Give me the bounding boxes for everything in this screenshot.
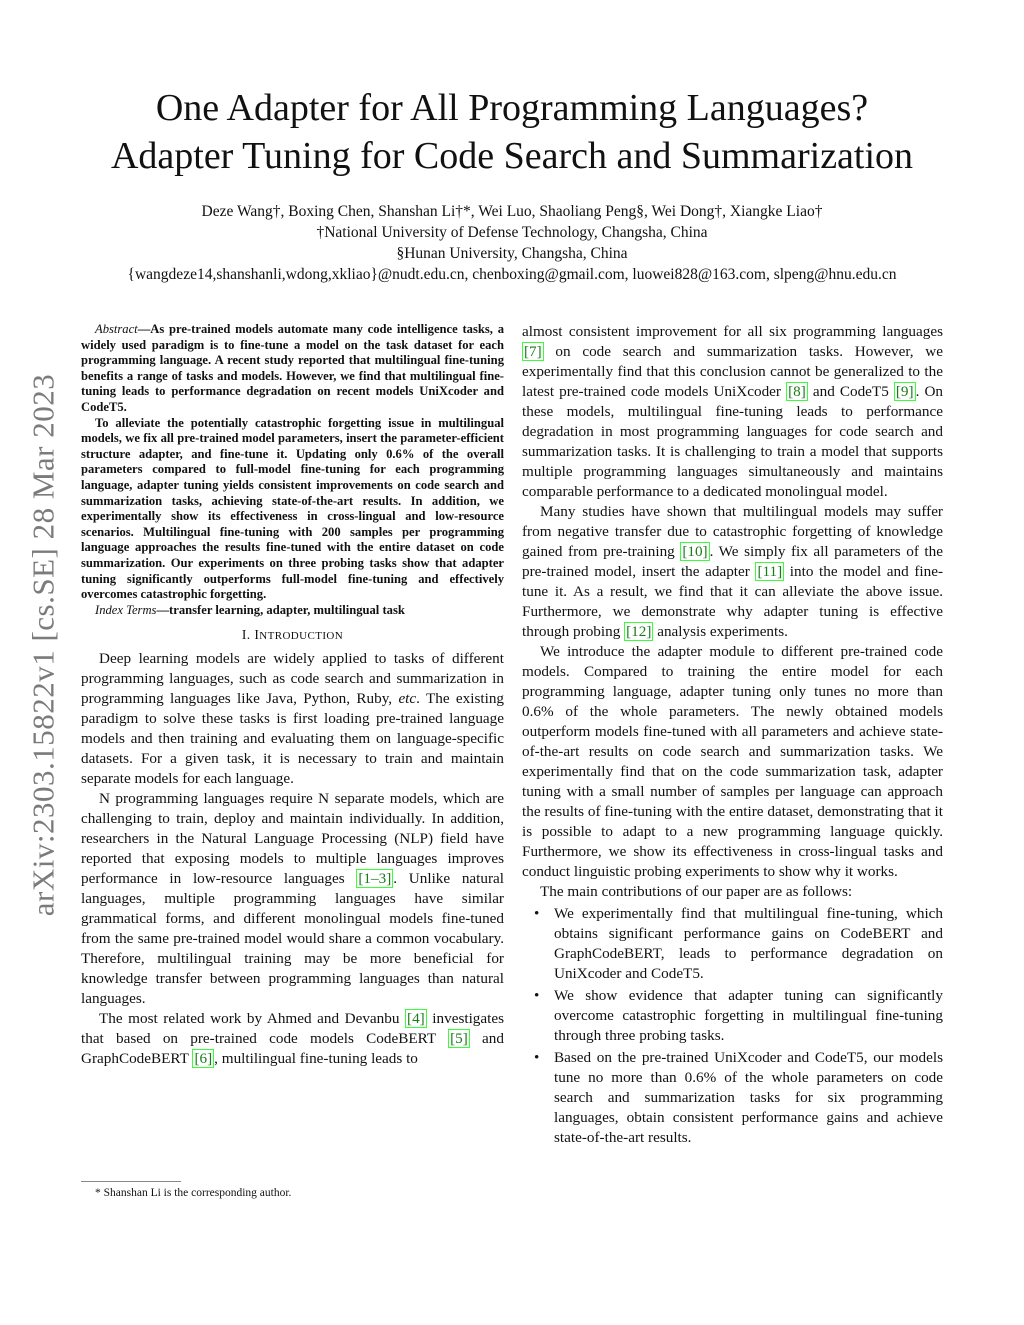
left-column	[81, 322, 504, 1069]
affiliation-hunan: §Hunan University, Changsha, China	[396, 245, 628, 262]
citation-link[interactable]: [10]	[682, 543, 708, 560]
body-paragraph-3: We introduce the adapter module to different pre-trained code models. Compared to training the entire model for each programming language, adapter tuning only tunes no more than 0.6% of the whole parameters. The newly obtained models outperform models fine-tuned with all parameters and achieve state-of-the-art results on code search and summarization tasks. We experimentally find that on the code summarization task, adapter tuning with a small number of samples per language can approach the results of fine-tuning with the entire dataset, demonstrating that it is possible to adapt to a new programming language quickly. Furthermore, we show its effectiveness in cross-lingual tasks and conduct linguistic probing experiments to show why it works.	[522, 643, 943, 880]
paper-title	[60, 84, 964, 180]
authors-line: Deze Wang†, Boxing Chen, Shanshan Li†*, Wei Luo, Shaoliang Peng§, Wei Dong†, Xiangke Liao†	[201, 203, 823, 220]
body-paragraph-1: almost consistent improvement for all six programming languages [7] on code search and summarization tasks. However, we experimentally find that this conclusion cannot be generalized to the latest pre-trained code models UniXcoder [8] and CodeT5 [9] . On these models, multilingual fine-tuning leads to performance degradation in most programming languages for code search and summarization tasks. It is challenging to train a model that supports multiple programming languages simultaneously and maintains comparable performance to a dedicated monolingual model.	[522, 323, 944, 500]
intro-paragraph-1: Deep learning models are widely applied to tasks of different programming languages, such as code search and summarization in programming languages like Java, Python, Ruby, etc. The existing paradigm to solve these tasks is first loading pre-trained language models and then training and evaluating them on language-specific datasets. For a given task, it is necessary to train and maintain separate models for each language.	[81, 650, 505, 788]
citation-link[interactable]: [7]	[524, 343, 542, 360]
section-heading-introduction: I. INTRODUCTION	[241, 627, 344, 643]
citation-link[interactable]: [12]	[626, 623, 652, 640]
affiliation-nudt: †National University of Defense Technology, Changsha, China	[316, 224, 708, 241]
author-block	[60, 201, 964, 285]
citation-link[interactable]: [11]	[757, 563, 783, 580]
intro-paragraph-3: The most related work by Ahmed and Devanbu [4] investigates that based on pre-trained code models CodeBERT [5] and GraphCodeBERT [6] , multilingual fine-tuning leads to	[81, 1010, 505, 1068]
right-column	[522, 322, 943, 1150]
title-line-1: One Adapter for All Programming Languages?	[155, 87, 869, 129]
list-item: • We experimentally find that multilingual fine-tuning, which obtains significant performance gains on CodeBERT and GraphCodeBERT, leads to performance degradation on UniXcoder and CodeT5.	[522, 904, 943, 984]
title-line-2: Adapter Tuning for Code Search and Summarization	[110, 135, 914, 177]
citation-link[interactable]: [4]	[407, 1010, 425, 1028]
footnote-rule	[81, 1181, 181, 1182]
footnote	[81, 1181, 504, 1200]
index-terms: Index Terms—transfer learning, adapter, multilingual task	[95, 602, 405, 617]
citation-link[interactable]: [5]	[450, 1030, 468, 1048]
body-paragraph-4: The main contributions of our paper are as follows:	[540, 883, 853, 900]
list-item: • We show evidence that adapter tuning can significantly overcome catastrophic forgetting in multilingual fine-tuning through three probing tasks.	[522, 986, 943, 1046]
contributions-list	[522, 904, 943, 1148]
citation-link[interactable]: [1–3]	[358, 870, 392, 888]
abstract-paragraph-2: To alleviate the potentially catastrophic forgetting issue in multilingual models, we fix all pre-trained model parameters, insert the parameter-efficient structure adapter, and fine-tune it. Updating only 0.6% of the overall parameters compared to full-model fine-tuning for each programming language, adapter tuning yields consistent improvements on code search and summarization tasks, achieving state-of-the-art results. In addition, we experimentally show its effectiveness in cross-lingual and low-resource scenarios. Multilingual fine-tuning with 200 samples per programming language approaches the results fine-tuned with the entire dataset on code summarization. Our experiments on three probing tasks show that adapter tuning significantly outperforms full-model fine-tuning and effectively overcomes catastrophic forgetting.	[81, 415, 504, 602]
abstract-paragraph-1: Abstract—As pre-trained models automate many code intelligence tasks, a widely used paradigm is to fine-tune a model on the task dataset for each programming language. A recent study reported that multilingual fine-tuning benefits a range of tasks and models. However, we find that multilingual fine-tuning leads to performance degradation on recent models UniXcoder and CodeT5.	[81, 322, 504, 414]
arxiv-side-label	[8, 345, 78, 945]
intro-paragraph-2: N programming languages require N separate models, which are challenging to train, deploy and maintain individually. In addition, researchers in the Natural Language Processing (NLP) field have reported that exposing models to multiple languages improves performance in low-resource languages [1–3] . Unlike natural languages, multiple programming languages have similar grammatical forms, and different monolingual models fine-tuned from the same pre-trained model would share a common vocabulary. Therefore, multilingual training may be more beneficial for knowledge transfer between programming languages than natural languages.	[81, 790, 504, 1008]
index-terms-label: Index Terms	[95, 602, 157, 617]
citation-link[interactable]: [6]	[194, 1050, 213, 1068]
author-emails: {wangdeze14,shanshanli,wdong,xkliao}@nudt.edu.cn, chenboxing@gmail.com, luowei828@163.com, slpeng@hnu.edu.cn	[127, 266, 897, 283]
abstract-label: Abstract	[95, 322, 138, 336]
list-item: • Based on the pre-trained UniXcoder and CodeT5, our models tune no more than 0.6% of the whole parameters on code search and summarization tasks for six programming languages, obtain consistent performance gains and achieve state-of-the-art results.	[522, 1048, 943, 1148]
citation-link[interactable]: [9]	[895, 383, 914, 400]
citation-link[interactable]: [8]	[788, 383, 806, 400]
arxiv-identifier: arXiv:2303.15822v1 [cs.SE] 28 Mar 2023	[25, 373, 60, 917]
footnote-text: * Shanshan Li is the corresponding author.	[95, 1187, 292, 1199]
body-paragraph-2: Many studies have shown that multilingual models may suffer from negative transfer due to catastrophic forgetting of knowledge gained from pre-training [10] . We simply fix all parameters of the pre-trained model, insert the adapter [11] into the model and fine-tune it. As a result, we find that it can alleviate the above issue. Furthermore, we demonstrate why adapter tuning is effective through probing [12] analysis experiments.	[522, 503, 943, 640]
